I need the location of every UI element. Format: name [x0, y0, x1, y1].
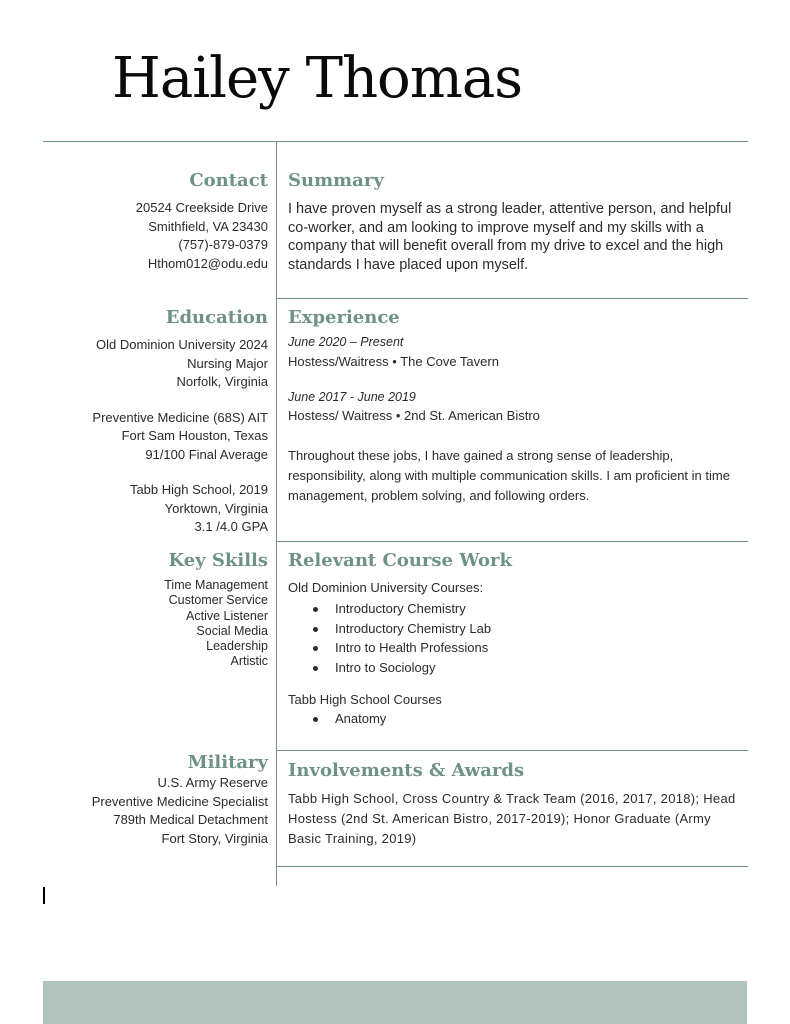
education-line: Yorktown, Virginia: [164, 500, 268, 516]
contact-phone: (757)-879-0379: [178, 237, 268, 252]
involvements-heading: Involvements & Awards: [288, 760, 525, 781]
skill-item: Customer Service: [168, 593, 268, 608]
course-item: Anatomy: [288, 709, 386, 729]
education-line: Preventive Medicine (68S) AIT: [92, 409, 268, 425]
summary-heading: Summary: [288, 170, 384, 191]
coursework-divider: [277, 750, 748, 751]
education-line: Norfolk, Virginia: [176, 374, 268, 389]
education-line: Old Dominion University 2024: [96, 337, 268, 352]
education-block: [92, 336, 268, 537]
experience-heading: Experience: [288, 307, 400, 328]
skills-list: [164, 578, 268, 670]
skill-item: Artistic: [230, 654, 268, 669]
coursework-heading: Relevant Course Work: [288, 550, 512, 571]
military-line: 789th Medical Detachment: [113, 812, 268, 827]
education-heading: Education: [165, 307, 268, 328]
skill-item: Active Listener: [186, 608, 268, 623]
job1-title: Hostess/Waitress • The Cove Tavern: [288, 354, 499, 369]
course-item: Introductory Chemistry: [288, 599, 491, 619]
footer-band: [43, 981, 747, 1024]
military-line: Fort Story, Virginia: [161, 830, 268, 846]
involvements-text: Tabb High School, Cross Country & Track Team (2016, 2017, 2018); Head Hostess (2nd St. American Bistro, 2017-2019); Honor Graduate (Army Basic Training, 2019): [288, 791, 736, 846]
experience-divider: [277, 541, 748, 542]
experience-description: Throughout these jobs, I have gained a strong sense of leadership, responsibility, along with multiple communication skills. I am proficient in time management, problem solving, and following orders.: [288, 448, 730, 503]
contact-block: [136, 199, 268, 273]
tabb-course-list: [288, 709, 386, 729]
tabb-courses-label: Tabb High School Courses: [288, 692, 442, 707]
education-line: Tabb High School, 2019: [129, 482, 268, 497]
education-line: 91/100 Final Average: [145, 446, 268, 462]
education-line: Fort Sam Houston, Texas: [121, 428, 268, 443]
course-item: Intro to Sociology: [288, 658, 491, 678]
odu-course-list: [288, 599, 491, 677]
header-divider: [43, 141, 748, 142]
contact-address-line1: 20524 Creekside Drive: [135, 200, 268, 215]
skills-heading: Key Skills: [168, 550, 268, 571]
job2-dates: June 2017 - June 2019: [288, 390, 416, 404]
skill-item: Time Management: [164, 578, 268, 592]
skill-item: Leadership: [206, 639, 268, 654]
column-divider: [276, 142, 277, 886]
skill-item: Social Media: [196, 623, 268, 638]
military-line: U.S. Army Reserve: [157, 775, 268, 790]
job1-dates: June 2020 – Present: [288, 335, 404, 349]
job2-title: Hostess/ Waitress • 2nd St. American Bistro: [288, 408, 540, 423]
education-line: 3.1 /4.0 GPA: [194, 519, 268, 534]
contact-heading: Contact: [189, 170, 268, 191]
course-item: Intro to Health Professions: [288, 638, 491, 658]
military-heading: Military: [187, 752, 268, 773]
military-block: [92, 774, 268, 848]
education-line: Nursing Major: [187, 355, 268, 371]
resume-name: Hailey Thomas: [112, 46, 522, 111]
involvements-divider: [277, 866, 748, 867]
contact-address-line2: Smithfield, VA 23430: [148, 218, 268, 234]
odu-courses-label: Old Dominion University Courses:: [288, 580, 484, 595]
course-item: Introductory Chemistry Lab: [288, 619, 491, 639]
summary-divider: [277, 298, 748, 299]
military-line: Preventive Medicine Specialist: [91, 793, 268, 809]
contact-email[interactable]: Hthom012@odu.edu: [147, 255, 268, 271]
text-cursor: [43, 887, 45, 904]
summary-text: I have proven myself as a strong leader, attentive person, and helpful co-worker, and am looking to improve myself and my skills with a company that will benefit overall from my drive to excel and the high standards I have placed upon myself.: [288, 201, 732, 273]
